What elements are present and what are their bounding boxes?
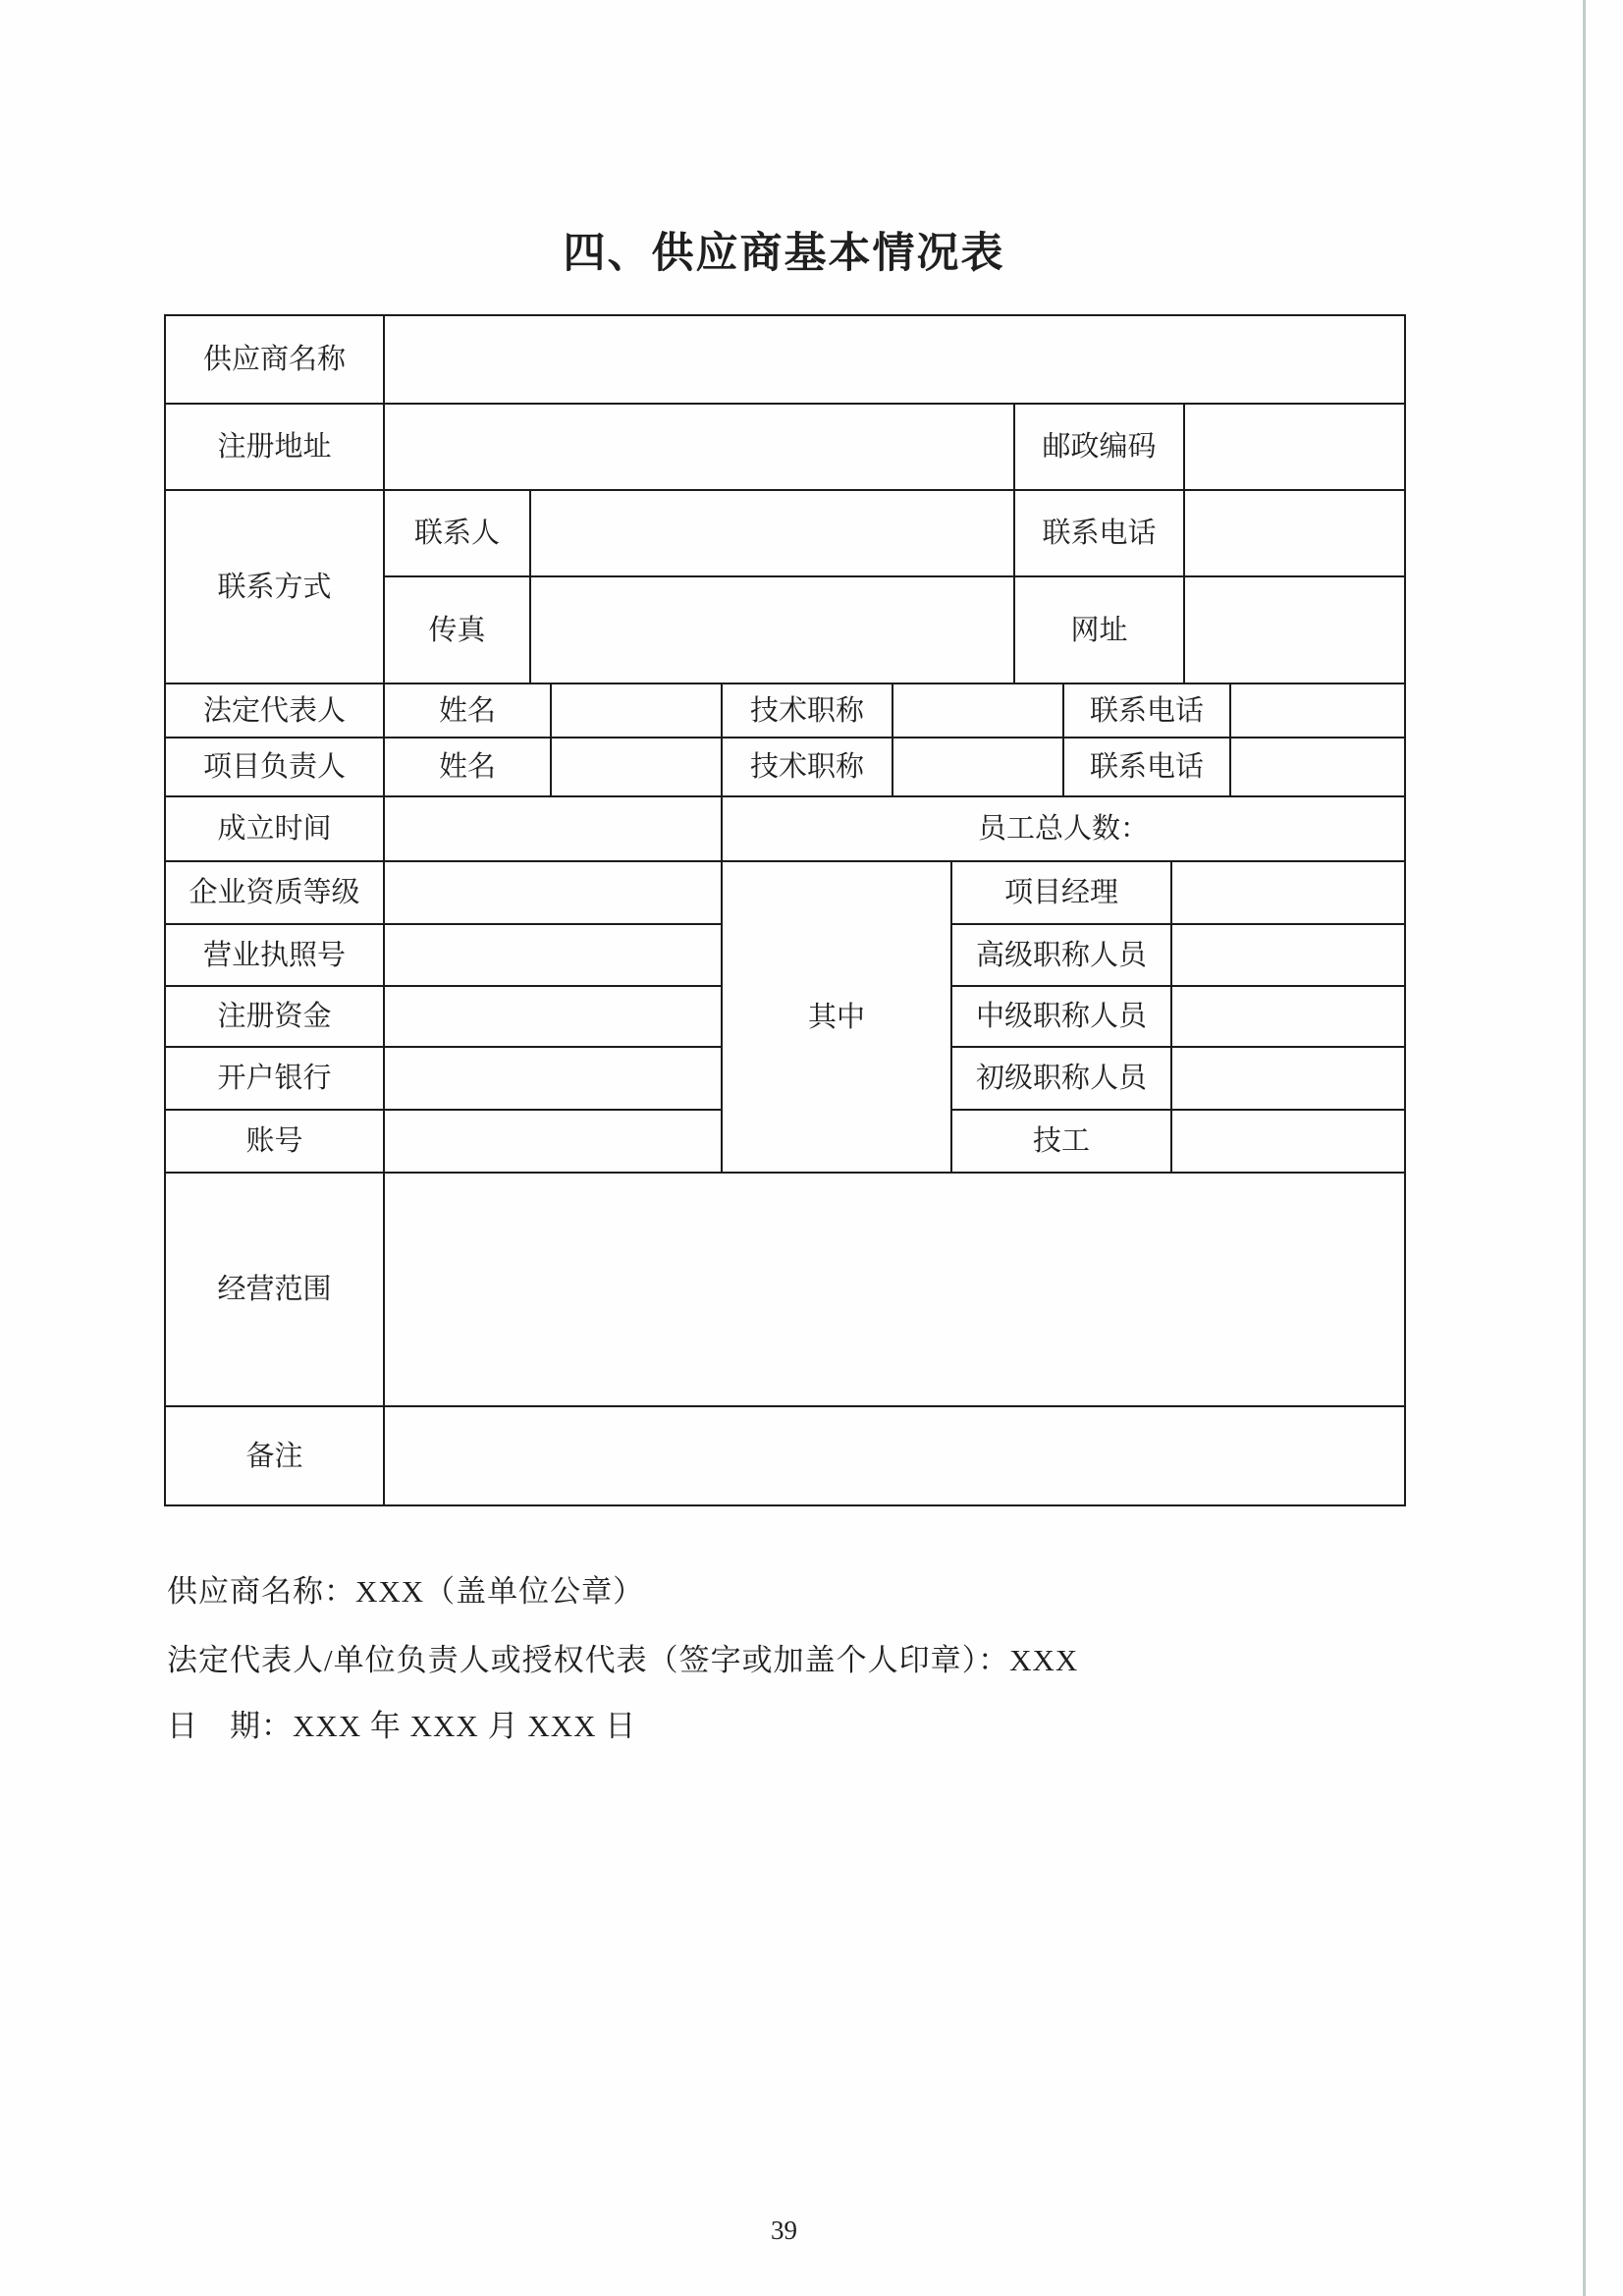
website-label: 网址 — [1014, 576, 1184, 683]
project-leader-phone-label: 联系电话 — [1063, 738, 1230, 796]
senior-title-staff-label: 高级职称人员 — [951, 924, 1171, 986]
qualification-level-value-cell — [384, 861, 722, 924]
established-date-value-cell — [384, 796, 722, 861]
project-leader-tech-title-value-cell — [893, 738, 1063, 796]
established-date-label: 成立时间 — [165, 796, 384, 861]
project-leader-phone-value-cell — [1230, 738, 1405, 796]
row-registered-address — [165, 404, 1405, 490]
senior-title-staff-value-cell — [1171, 924, 1405, 986]
row-legal-representative — [165, 683, 1405, 738]
account-number-value-cell — [384, 1110, 722, 1173]
registered-address-label: 注册地址 — [165, 404, 384, 490]
legal-rep-tech-title-value-cell — [893, 683, 1063, 738]
postal-code-label: 邮政编码 — [1014, 404, 1184, 490]
legal-rep-phone-label: 联系电话 — [1063, 683, 1230, 738]
legal-rep-phone-value-cell — [1230, 683, 1405, 738]
page-title: 四、供应商基本情况表 — [563, 231, 1005, 277]
junior-title-staff-label: 初级职称人员 — [951, 1047, 1171, 1110]
registered-address-value-cell — [384, 404, 1014, 490]
mid-title-staff-label: 中级职称人员 — [951, 986, 1171, 1047]
row-qualification-level — [165, 861, 1405, 924]
contact-person-label: 联系人 — [384, 490, 530, 576]
project-manager-label: 项目经理 — [951, 861, 1171, 924]
page-number: 39 — [771, 2215, 797, 2245]
legal-representative-label: 法定代表人 — [165, 683, 384, 738]
business-scope-value-cell — [384, 1173, 1405, 1406]
row-contact-person — [165, 490, 1405, 576]
deposit-bank-value-cell — [384, 1047, 722, 1110]
project-leader-label: 项目负责人 — [165, 738, 384, 796]
legal-rep-tech-title-label: 技术职称 — [722, 683, 893, 738]
row-business-scope — [165, 1173, 1405, 1406]
business-license-value-cell — [384, 924, 722, 986]
footer-legal-rep-line: 法定代表人/单位负责人或授权代表（签字或加盖个人印章）：XXX — [167, 1643, 1079, 1677]
row-established-date — [165, 796, 1405, 861]
footer-supplier-name-line: 供应商名称：XXX（盖单位公章） — [167, 1574, 645, 1609]
contact-phone-value-cell — [1184, 490, 1405, 576]
supplier-name-value-cell — [384, 315, 1405, 404]
website-value-cell — [1184, 576, 1405, 683]
junior-title-staff-value-cell — [1171, 1047, 1405, 1110]
project-leader-name-label: 姓名 — [384, 738, 551, 796]
row-project-leader — [165, 738, 1405, 796]
account-number-label: 账号 — [165, 1110, 384, 1173]
postal-code-value-cell — [1184, 404, 1405, 490]
scan-artifact-line — [1583, 0, 1586, 2296]
row-supplier-name — [165, 315, 1405, 404]
contact-method-label: 联系方式 — [165, 490, 384, 683]
qualification-level-label: 企业资质等级 — [165, 861, 384, 924]
footer-date-line: 日 期：XXX 年 XXX 月 XXX 日 — [167, 1709, 637, 1743]
supplier-info-table — [164, 314, 1406, 1506]
fax-value-cell — [530, 576, 1014, 683]
project-leader-name-value-cell — [551, 738, 722, 796]
mid-title-staff-value-cell — [1171, 986, 1405, 1047]
fax-label: 传真 — [384, 576, 530, 683]
remarks-value-cell — [384, 1406, 1405, 1505]
project-leader-tech-title-label: 技术职称 — [722, 738, 893, 796]
registered-capital-label: 注册资金 — [165, 986, 384, 1047]
registered-capital-value-cell — [384, 986, 722, 1047]
among-which-label: 其中 — [722, 861, 951, 1173]
contact-person-value-cell — [530, 490, 1014, 576]
legal-rep-name-label: 姓名 — [384, 683, 551, 738]
business-scope-label: 经营范围 — [165, 1173, 384, 1406]
contact-phone-label: 联系电话 — [1014, 490, 1184, 576]
remarks-label: 备注 — [165, 1406, 384, 1505]
supplier-name-label: 供应商名称 — [165, 315, 384, 404]
legal-rep-name-value-cell — [551, 683, 722, 738]
row-remarks — [165, 1406, 1405, 1505]
skilled-workers-label: 技工 — [951, 1110, 1171, 1173]
deposit-bank-label: 开户银行 — [165, 1047, 384, 1110]
business-license-label: 营业执照号 — [165, 924, 384, 986]
total-employees-label: 员工总人数： — [722, 796, 1405, 861]
project-manager-value-cell — [1171, 861, 1405, 924]
skilled-workers-value-cell — [1171, 1110, 1405, 1173]
